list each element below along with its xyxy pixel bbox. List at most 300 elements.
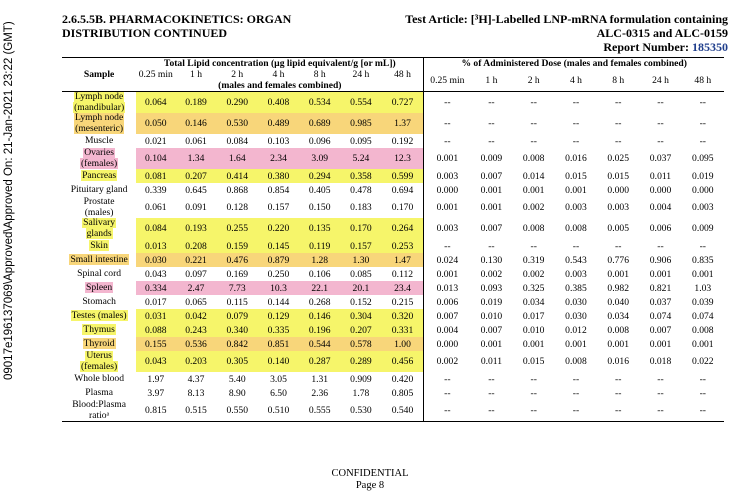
concentration-cell: 0.203 xyxy=(175,351,216,372)
test-article-line1: Test Article: [³H]-Labelled LNP-mRNA formulation containing xyxy=(405,12,728,26)
section-heading xyxy=(62,12,362,40)
concentration-cell: 0.030 xyxy=(136,253,175,267)
dose-percent-cell: 0.011 xyxy=(480,356,503,367)
dose-percent-cell: 0.095 xyxy=(692,153,714,164)
concentration-cell: 0.985 xyxy=(340,113,381,134)
concentration-cell: 0.550 xyxy=(226,405,249,416)
concentration-cell: 0.050 xyxy=(136,113,175,134)
dose-percent-cell: 0.039 xyxy=(692,296,714,308)
dose-percent-cell: 0.002 xyxy=(522,268,545,280)
section-heading-line2: DISTRIBUTION CONTINUED xyxy=(62,26,228,40)
concentration-cell: 0.170 xyxy=(382,197,424,218)
sample-name xyxy=(62,197,136,218)
sample-name xyxy=(62,372,136,386)
dose-percent-cell: 0.776 xyxy=(607,254,630,266)
concentration-cell: 5.40 xyxy=(228,373,246,385)
sample-name xyxy=(62,218,136,239)
concentration-cell: 0.091 xyxy=(185,202,207,213)
sample-name-line: Pituitary gland xyxy=(70,183,128,195)
sample-name xyxy=(62,253,136,267)
table-row xyxy=(62,267,724,281)
time-header: 4 h xyxy=(272,69,285,80)
concentration-cell: 7.73 xyxy=(217,281,258,295)
concentration-cell: 0.909 xyxy=(350,373,372,385)
concentration-cell: 0.043 xyxy=(136,351,175,372)
concentration-cell: 0.253 xyxy=(382,239,424,253)
concentration-cell: 0.128 xyxy=(226,202,249,213)
concentration-cell: 0.207 xyxy=(340,323,381,337)
concentration-cell: 0.243 xyxy=(175,323,216,337)
dose-percent-cell: 0.004 xyxy=(436,324,459,336)
table-row xyxy=(62,351,724,372)
dose-percent-cell: -- xyxy=(444,387,451,399)
sample-name xyxy=(62,148,136,169)
concentration-cell: 6.50 xyxy=(270,387,287,399)
concentration-cell: 0.079 xyxy=(217,309,258,323)
sample-name xyxy=(62,183,136,197)
dose-percent-cell: 0.001 xyxy=(480,202,503,213)
concentration-cell: 0.159 xyxy=(217,239,258,253)
dose-percent-cell: -- xyxy=(615,118,622,129)
dose-percent-cell: -- xyxy=(615,97,622,108)
dose-percent-cell: 0.002 xyxy=(480,268,503,280)
sample-name xyxy=(62,309,136,323)
dose-percent-cell: 0.001 xyxy=(436,202,459,213)
concentration-cell: 0.380 xyxy=(258,169,299,183)
dose-percent-cell: 0.001 xyxy=(692,268,714,280)
sample-name-line: glands xyxy=(86,227,112,239)
concentration-cell: 0.530 xyxy=(217,113,258,134)
sample-name-line: Skin xyxy=(90,239,108,251)
table-row xyxy=(62,281,724,295)
dose-percent-cell: 0.004 xyxy=(649,202,672,213)
concentration-cell: 0.530 xyxy=(350,405,372,416)
administered-dose-header: % of Administered Dose (males and females combined) xyxy=(461,58,687,69)
concentration-cell: 0.061 xyxy=(145,202,167,213)
dose-percent-cell: -- xyxy=(530,97,537,108)
concentration-cell: 0.868 xyxy=(226,184,249,196)
concentration-cell: 3.09 xyxy=(299,148,340,169)
concentration-cell: 0.150 xyxy=(308,202,331,213)
dose-percent-cell: -- xyxy=(699,373,706,385)
sample-name-line: ratioᵃ xyxy=(89,409,110,421)
dose-percent-cell: 0.008 xyxy=(565,223,587,234)
dose-percent-cell: -- xyxy=(488,135,495,147)
concentration-cell: 12.3 xyxy=(382,148,424,169)
dose-percent-cell: 0.007 xyxy=(436,310,459,322)
dose-percent-cell: 0.019 xyxy=(692,170,714,182)
concentration-cell: 0.294 xyxy=(299,169,340,183)
concentration-cell: 1.78 xyxy=(352,387,370,399)
concentration-cell: 0.456 xyxy=(382,351,424,372)
dose-percent-cell: 0.008 xyxy=(522,153,545,164)
sample-name-line: Pancreas xyxy=(82,169,117,181)
sample-name xyxy=(62,267,136,281)
concentration-cell: 0.104 xyxy=(136,148,175,169)
dose-percent-cell: 0.034 xyxy=(522,296,545,308)
dose-percent-cell: -- xyxy=(572,387,580,399)
concentration-cell: 0.103 xyxy=(267,135,290,147)
concentration-cell: 23.4 xyxy=(382,281,424,295)
dose-percent-cell: 0.001 xyxy=(692,338,714,350)
concentration-cell: 0.042 xyxy=(175,309,216,323)
dose-percent-cell: 0.008 xyxy=(565,356,587,367)
dose-percent-cell: 0.001 xyxy=(649,268,672,280)
concentration-cell: 0.536 xyxy=(175,337,216,351)
dose-percent-cell: -- xyxy=(657,240,664,252)
dose-percent-cell: 0.982 xyxy=(607,282,630,294)
dose-percent-cell: -- xyxy=(699,135,706,147)
dose-percent-cell: -- xyxy=(572,135,580,147)
concentration-cell: 0.339 xyxy=(145,184,167,196)
concentration-cell: 0.193 xyxy=(175,218,216,239)
dose-percent-cell: -- xyxy=(488,97,495,108)
concentration-cell: 1.30 xyxy=(340,253,381,267)
concentration-cell: 0.119 xyxy=(299,239,340,253)
dose-percent-cell: -- xyxy=(530,373,537,385)
dose-percent-cell: -- xyxy=(699,97,706,108)
concentration-cell: 0.031 xyxy=(136,309,175,323)
dose-percent-cell: 0.022 xyxy=(692,356,714,367)
table-row xyxy=(62,148,724,169)
sample-name xyxy=(62,134,136,148)
dose-percent-cell: 0.001 xyxy=(565,338,587,350)
dose-percent-cell: -- xyxy=(657,135,664,147)
dose-percent-cell: -- xyxy=(572,240,580,252)
concentration-cell: 1.37 xyxy=(382,113,424,134)
dose-percent-cell: 0.001 xyxy=(565,184,587,196)
dose-percent-cell: 0.001 xyxy=(480,184,503,196)
dose-percent-cell: -- xyxy=(530,118,537,129)
dose-percent-cell: -- xyxy=(530,240,537,252)
concentration-cell: 0.268 xyxy=(308,296,331,308)
dose-percent-cell: -- xyxy=(444,240,451,252)
sample-name xyxy=(62,281,136,295)
dose-percent-cell: 0.009 xyxy=(480,153,503,164)
dose-percent-cell: 0.024 xyxy=(436,254,459,266)
concentration-cell: 0.140 xyxy=(258,351,299,372)
dose-percent-cell: -- xyxy=(572,118,580,129)
concentration-cell: 0.221 xyxy=(175,253,216,267)
dose-percent-cell: -- xyxy=(572,405,580,416)
dose-percent-cell: 0.000 xyxy=(436,338,459,350)
table-row xyxy=(62,372,724,386)
dose-percent-cell: -- xyxy=(444,405,451,416)
dose-percent-cell: -- xyxy=(444,373,451,385)
sample-name-line: Plasma xyxy=(85,386,113,398)
time-header: 1 h xyxy=(470,69,512,92)
sample-name-line: Lymph node xyxy=(74,91,124,102)
dose-percent-cell: -- xyxy=(530,387,537,399)
sample-column-header: Sample xyxy=(62,58,136,92)
dose-percent-cell: 0.003 xyxy=(436,170,459,182)
sample-name xyxy=(62,113,136,134)
dose-percent-cell: -- xyxy=(572,373,580,385)
time-header: 2 h xyxy=(513,69,555,92)
sample-name-line: (mandibular) xyxy=(74,101,125,113)
table-row xyxy=(62,400,724,422)
dose-percent-cell: 0.016 xyxy=(607,356,630,367)
table-row xyxy=(62,218,724,239)
concentration-cell: 0.476 xyxy=(217,253,258,267)
dose-percent-cell: -- xyxy=(615,405,622,416)
concentration-cell: 0.112 xyxy=(382,267,424,281)
dose-percent-cell: 0.019 xyxy=(480,296,503,308)
dose-percent-cell: 0.002 xyxy=(436,356,459,367)
concentration-cell: 0.420 xyxy=(382,372,424,386)
dose-percent-cell: 0.001 xyxy=(436,153,459,164)
concentration-cell: 0.478 xyxy=(350,184,372,196)
dose-percent-cell: 0.037 xyxy=(649,296,672,308)
dose-percent-cell: -- xyxy=(488,387,495,399)
sample-name-line: Prostate xyxy=(83,197,115,207)
dose-percent-cell: 0.018 xyxy=(649,356,672,367)
dose-percent-cell: 0.014 xyxy=(522,170,545,182)
concentration-cell: 0.805 xyxy=(382,386,424,400)
sample-name xyxy=(62,337,136,351)
dose-percent-cell: 0.012 xyxy=(565,324,587,336)
sample-name-line: Small intestine xyxy=(70,253,128,265)
concentration-cell: 0.084 xyxy=(226,135,249,147)
concentration-cell: 0.578 xyxy=(340,337,381,351)
dose-percent-cell: 0.003 xyxy=(565,202,587,213)
concentration-cell: 0.489 xyxy=(258,113,299,134)
dose-percent-cell: 0.015 xyxy=(607,170,630,182)
concentration-cell: 0.854 xyxy=(267,184,290,196)
concentration-cell: 0.189 xyxy=(175,92,216,114)
concentration-cell: 1.31 xyxy=(311,373,329,385)
dose-percent-cell: 0.000 xyxy=(692,184,714,196)
dose-percent-cell: 0.001 xyxy=(522,184,545,196)
dose-percent-cell: 0.011 xyxy=(649,170,672,182)
dose-percent-cell: 0.025 xyxy=(607,153,630,164)
page-number: Page 8 xyxy=(355,480,385,491)
dose-percent-cell: 0.835 xyxy=(692,254,714,266)
sample-name-line: Spleen xyxy=(86,281,113,293)
table-row xyxy=(62,253,724,267)
dose-percent-cell: 0.003 xyxy=(565,268,587,280)
report-number: 185350 xyxy=(692,40,728,54)
dose-percent-cell: 0.093 xyxy=(480,282,503,294)
concentration-cell: 0.095 xyxy=(350,135,372,147)
dose-percent-cell: 0.543 xyxy=(565,254,587,266)
dose-percent-cell: 0.008 xyxy=(522,223,545,234)
sample-name-line: (females) xyxy=(80,157,118,169)
dose-percent-cell: 0.000 xyxy=(436,184,459,196)
dose-percent-cell: 0.001 xyxy=(436,268,459,280)
dose-percent-cell: 0.040 xyxy=(607,296,630,308)
time-header: 8 h xyxy=(597,69,639,92)
sample-name-line: (mesenteric) xyxy=(75,122,124,134)
approval-stamp-sidebar: 09017e196137069\Approved\Approved On: 21-Jan-2021 23:22 (GMT) xyxy=(3,21,15,380)
dose-percent-cell: 1.03 xyxy=(694,282,712,294)
table-row xyxy=(62,197,724,218)
concentration-cell: 0.304 xyxy=(340,309,381,323)
time-header: 2 h xyxy=(231,69,244,80)
concentration-cell: 0.694 xyxy=(382,183,424,197)
sample-name xyxy=(62,351,136,372)
concentration-cell: 0.097 xyxy=(185,268,207,280)
dose-percent-cell: 0.030 xyxy=(565,310,587,322)
sample-name xyxy=(62,323,136,337)
table-row xyxy=(62,92,724,114)
sample-name-line: Salivary xyxy=(83,218,116,228)
dose-percent-cell: 0.001 xyxy=(480,338,503,350)
dose-percent-cell: 0.005 xyxy=(607,223,630,234)
concentration-cell: 0.196 xyxy=(299,323,340,337)
concentration-cell: 1.64 xyxy=(217,148,258,169)
concentration-cell: 0.169 xyxy=(226,268,249,280)
header-row-1 xyxy=(62,58,724,70)
dose-percent-cell: 0.010 xyxy=(480,310,503,322)
report-number-label: Report Number: xyxy=(603,40,692,54)
concentration-cell: 0.842 xyxy=(217,337,258,351)
concentration-cell: 1.00 xyxy=(382,337,424,351)
dose-percent-cell: -- xyxy=(657,387,664,399)
sample-name-line: Whole blood xyxy=(74,372,125,384)
dose-percent-cell: 0.016 xyxy=(565,153,587,164)
sample-name xyxy=(62,92,136,114)
table-row xyxy=(62,386,724,400)
concentration-cell: 8.13 xyxy=(187,387,205,399)
concentration-cell: 0.320 xyxy=(382,309,424,323)
concentration-cell: 0.088 xyxy=(136,323,175,337)
concentration-cell: 0.289 xyxy=(340,351,381,372)
concentration-cell: 0.183 xyxy=(350,202,372,213)
dose-percent-cell: -- xyxy=(657,118,664,129)
dose-percent-cell: -- xyxy=(530,405,537,416)
page-footer xyxy=(0,468,740,492)
concentration-cell: 0.544 xyxy=(299,337,340,351)
concentration-cell: 0.084 xyxy=(136,218,175,239)
dose-percent-cell: -- xyxy=(488,405,495,416)
concentration-cell: 1.34 xyxy=(175,148,216,169)
sample-name-line: Uterus xyxy=(86,351,112,361)
dose-percent-cell: 0.013 xyxy=(436,282,459,294)
report-number-line xyxy=(368,40,728,54)
dose-percent-cell: 0.074 xyxy=(649,310,672,322)
concentration-cell: 0.192 xyxy=(382,134,424,148)
dose-percent-cell: 0.008 xyxy=(607,324,630,336)
time-header: 48 h xyxy=(382,69,424,80)
lipid-concentration-subheader: (males and females combined) xyxy=(136,80,424,92)
dose-percent-cell: 0.001 xyxy=(607,338,630,350)
concentration-cell: 0.290 xyxy=(217,92,258,114)
concentration-cell: 0.155 xyxy=(136,337,175,351)
lipid-concentration-header: Total Lipid concentration (µg lipid equivalent/g [or mL]) xyxy=(136,58,424,70)
table-row xyxy=(62,337,724,351)
concentration-cell: 0.645 xyxy=(185,184,207,196)
sample-name-line: Thymus xyxy=(83,323,115,335)
time-header: 0.25 min xyxy=(424,69,470,92)
dose-percent-cell: -- xyxy=(699,387,706,399)
time-header: 8 h xyxy=(313,69,326,80)
concentration-cell: 1.28 xyxy=(299,253,340,267)
dose-percent-cell: -- xyxy=(657,373,664,385)
sample-name-line: (females) xyxy=(80,360,118,372)
dose-percent-cell: 0.325 xyxy=(522,282,545,294)
concentration-cell: 0.727 xyxy=(382,92,424,114)
table-row xyxy=(62,239,724,253)
table-row xyxy=(62,309,724,323)
dose-percent-cell: -- xyxy=(444,135,451,147)
dose-percent-cell: 0.010 xyxy=(522,324,545,336)
table-body xyxy=(62,92,724,422)
sample-name-line: Stomach xyxy=(82,295,116,307)
dose-percent-cell: -- xyxy=(572,97,580,108)
concentration-cell: 0.170 xyxy=(340,218,381,239)
dose-percent-cell: -- xyxy=(657,405,664,416)
concentration-cell: 0.215 xyxy=(382,295,424,309)
dose-percent-cell: -- xyxy=(615,240,622,252)
dose-percent-cell: -- xyxy=(488,240,495,252)
dose-percent-cell: 0.003 xyxy=(436,223,459,234)
concentration-cell: 2.34 xyxy=(258,148,299,169)
time-header: 4 h xyxy=(555,69,597,92)
dose-percent-cell: 0.385 xyxy=(565,282,587,294)
concentration-cell: 0.220 xyxy=(258,218,299,239)
table-row xyxy=(62,169,724,183)
time-header: 1 h xyxy=(190,69,202,80)
dose-percent-cell: 0.000 xyxy=(649,184,672,196)
concentration-cell: 0.255 xyxy=(217,218,258,239)
concentration-cell: 0.207 xyxy=(175,169,216,183)
concentration-cell: 0.135 xyxy=(299,218,340,239)
dose-percent-cell: 0.034 xyxy=(607,310,630,322)
concentration-cell: 2.47 xyxy=(175,281,216,295)
concentration-cell: 3.05 xyxy=(270,373,287,385)
sample-name xyxy=(62,386,136,400)
dose-percent-cell: 0.037 xyxy=(649,153,672,164)
concentration-cell: 0.157 xyxy=(267,202,290,213)
dose-percent-cell: -- xyxy=(530,135,537,147)
sample-name xyxy=(62,239,136,253)
concentration-cell: 0.021 xyxy=(145,135,167,147)
concentration-cell: 0.408 xyxy=(258,92,299,114)
dose-percent-cell: 0.001 xyxy=(607,268,630,280)
concentration-cell: 0.146 xyxy=(175,113,216,134)
concentration-cell: 10.3 xyxy=(258,281,299,295)
concentration-cell: 0.815 xyxy=(145,405,167,416)
concentration-cell: 0.599 xyxy=(382,169,424,183)
dose-percent-cell: 0.015 xyxy=(565,170,587,182)
header-row-2 xyxy=(62,69,724,80)
concentration-cell: 0.129 xyxy=(258,309,299,323)
dose-percent-cell: -- xyxy=(488,118,495,129)
sample-name-line: Ovaries xyxy=(84,148,115,158)
concentration-cell: 22.1 xyxy=(299,281,340,295)
sample-name-line: Muscle xyxy=(84,134,114,146)
dose-percent-cell: -- xyxy=(699,240,706,252)
dose-percent-cell: -- xyxy=(657,97,664,108)
concentration-cell: 0.061 xyxy=(185,135,207,147)
concentration-cell: 0.085 xyxy=(350,268,372,280)
confidential-label: CONFIDENTIAL xyxy=(331,468,409,479)
sample-name xyxy=(62,295,136,309)
sample-name-line: Spinal cord xyxy=(77,267,122,279)
concentration-cell: 0.879 xyxy=(258,253,299,267)
concentration-cell: 0.115 xyxy=(226,296,248,308)
dose-percent-cell: -- xyxy=(444,97,451,108)
sample-name-line: Blood:Plasma xyxy=(72,400,127,410)
concentration-cell: 0.144 xyxy=(267,296,290,308)
table-row xyxy=(62,183,724,197)
dose-percent-cell: -- xyxy=(615,135,622,147)
concentration-cell: 0.534 xyxy=(299,92,340,114)
concentration-cell: 0.081 xyxy=(136,169,175,183)
concentration-cell: 0.335 xyxy=(258,323,299,337)
concentration-cell: 0.358 xyxy=(340,169,381,183)
